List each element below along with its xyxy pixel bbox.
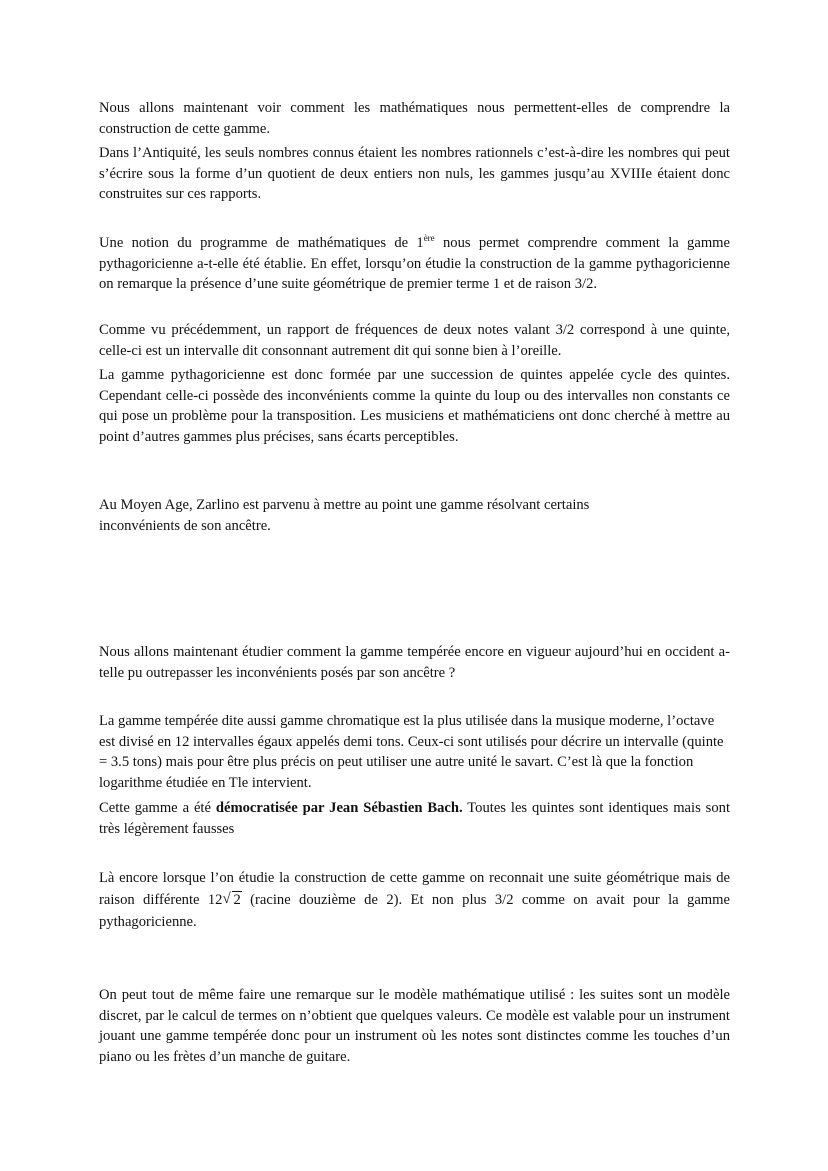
paragraph-bach: Cette gamme a été démocratisée par Jean Sébastien Bach. Toutes les quintes sont identiques mais sont très légèrement fausses [99, 800, 730, 837]
square-root-symbol: √ 2 [223, 889, 241, 911]
paragraph-twelfth-root: Là encore lorsque l’on étudie la construction de cette gamme on reconnait une suite géométrique mais de raison différente 12√ 2 (racine douzième de 2). Et non plus 3/2 comme on avait pour la gamme pythagoricienne. [99, 867, 730, 933]
paragraph-chromatic-scale: La gamme tempérée dite aussi gamme chromatique est la plus utilisée dans la musique moderne, l’octave est divisé en 12 intervalles égaux appelés demi tons. Ceux-ci sont utilisés pour décrire un intervalle (quinte = 3.5 tons) mais pour être plus précis on peut utiliser une autre unité le savart. C’est là que la fonction logarithme étudiée en Tle intervient. [99, 713, 724, 791]
paragraph-geometric-sequence: Une notion du programme de mathématiques de 1ère nous permet comprendre comment la gamme pythagoricienne a-t-elle été établie. En effet, lorsqu’on étudie la construction de la gamme pythagoricienne on remarque la présence d’une suite géométrique de premier terme 1 et de raison 3/2. [99, 233, 730, 293]
paragraph-tempered-intro: Nous allons maintenant étudier comment la gamme tempérée encore en vigueur aujourd’hui en occident a-telle pu outrepasser les inconvénients posés par son ancêtre ? [99, 644, 730, 681]
paragraph-intro-maths: Nous allons maintenant voir comment les mathématiques nous permettent-elles de comprendre la construction de cette gamme. [99, 100, 730, 137]
paragraph-antiquity: Dans l’Antiquité, les seuls nombres connus étaient les nombres rationnels c’est-à-dire les nombres qui peut s’écrire sous la forme d’un quotient de deux entiers non nuls, les gammes jusqu’au XVIIIe étaient donc construites sur ces rapports. [99, 145, 730, 203]
paragraph-discrete-model: On peut tout de même faire une remarque sur le modèle mathématique utilisé : les suites sont un modèle discret, par le calcul de termes on n’obtient que quelques valeurs. Ce modèle est valable pour un instrument jouant une gamme tempérée donc pour un instrument où les notes sont distinctes comme les touches d’un piano ou les frètes d’un manche de guitare. [99, 987, 730, 1065]
bold-text-bach: démocratisée par Jean Sébastien Bach. [215, 800, 463, 816]
paragraph-fifth-ratio: Comme vu précédemment, un rapport de fréquences de deux notes valant 3/2 correspond à une quinte, celle-ci est un intervalle dit consonnant autrement dit qui sonne bien à l’oreille. [99, 322, 730, 359]
superscript: ère [423, 233, 435, 243]
paragraph-zarlino: Au Moyen Age, Zarlino est parvenu à mettre au point une gamme résolvant certains inconvénients de son ancêtre. [99, 497, 590, 534]
paragraph-cycle-of-fifths: La gamme pythagoricienne est donc formée par une succession de quintes appelée cycle des quintes. Cependant celle-ci possède des inconvénients comme la quinte du loup ou des intervalles non constants ce qui pose un problème pour la transposition. Les musiciens et mathématiciens ont donc cherché à mettre au point d’autres gammes plus précises, sans écarts perceptibles. [99, 367, 730, 445]
